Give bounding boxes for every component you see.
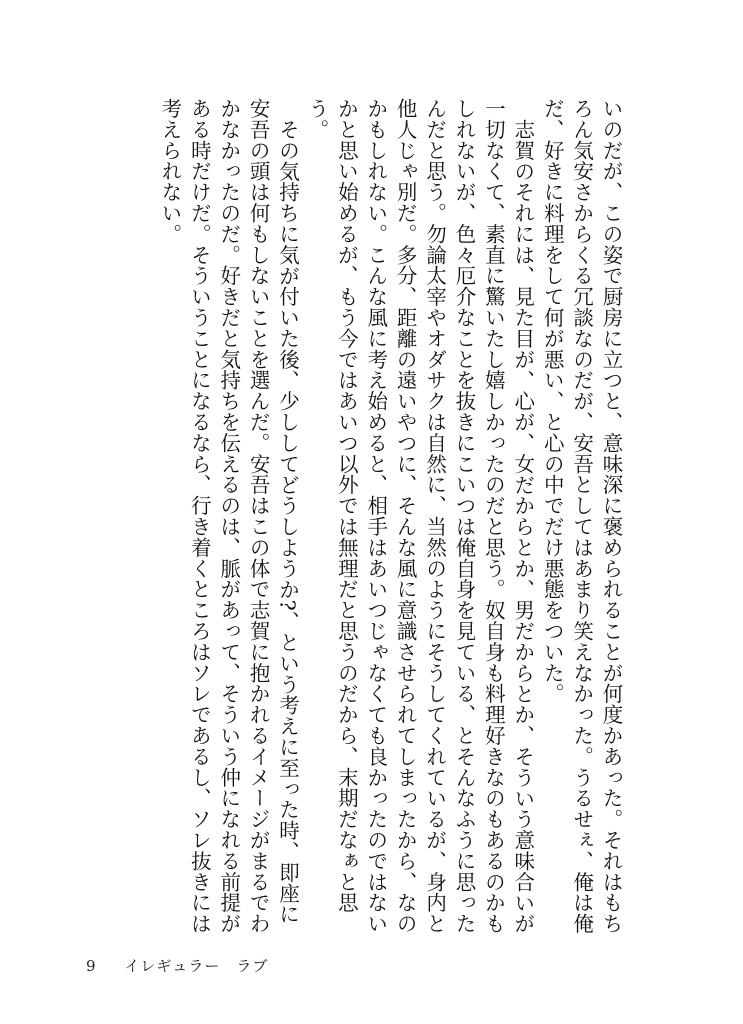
page-number: 9 (86, 957, 96, 975)
paragraph-3: その気持ちに気が付いた後、少ししてどうしようか?、という考えに至った時、即座に安吾の頭は何もしないことを選んだ。安吾はこの体で志賀に抱かれるイメージがまるでわかなかったのだ。好きだと気持ちを伝えるのは、脈があって、そういう仲になれる前提がある時だけだ。そういうことになるなら、行き着くところはソレであるし、ソレ抜きには考えられない。 (157, 98, 300, 934)
running-title: イレギュラー ラブ (124, 957, 269, 975)
vertical-body-text (155, 98, 626, 944)
paragraph-2: 志賀のそれには、見た目が、心が、女だからとか、男だからとか、そういう意味合いが一切なくて、素直に驚いたし嬉しかったのだと思う。奴自身も料理好きなのもあるのかもしれないが、色々厄介なことを抜きにこいつは俺自身を見ている、とそんなふうに思ったんだと思う。勿論太宰やオダサクは自然に、当然のようにそうしてくれているが、身内と他人じゃ別だ。多分、距離の遠いやつに、そんな風に意識させられてしまったから、なのかもしれない。こんな風に考え始めると、相手はあいつじゃなくても良かったのではないかと思い始めるが、もう今ではあいつ以外では無理だと思うのだから、末期だなぁと思う。 (304, 98, 535, 934)
paragraph-1: いのだが、この姿で厨房に立つと、意味深に褒められることが何度かあった。それはもちろん気安さからくる冗談なのだが、安吾としてはあまり笑えなかった。うるせぇ、俺は俺だ、好きに料理をして何が悪い、と心の中でだけ悪態をついた。 (540, 98, 623, 934)
page-footer (86, 957, 268, 975)
